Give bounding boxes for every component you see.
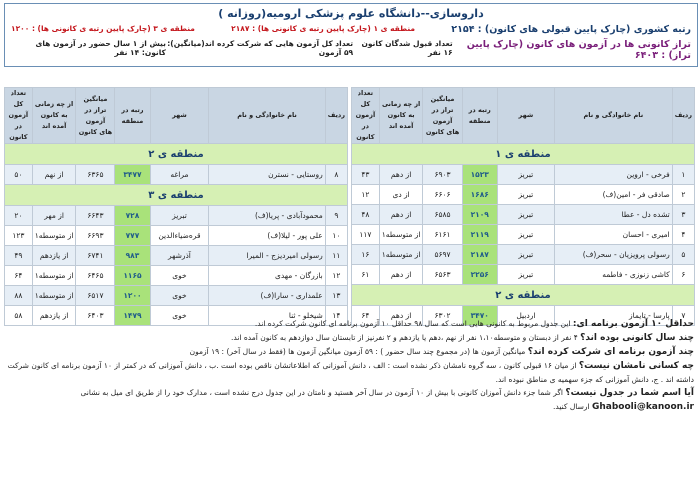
over-year-count: بیش از ۱ سال حضور در آزمون های کانون: ۱۴ نفر — [35, 39, 166, 57]
note-text: ۴ نفر از دبستان و متوسطه۱،۱۰ نفر از نهم ،دهم یا یازدهم و ۲ نفرنیز از تابستان سال دوازدهم به کانون آمده اند. — [231, 333, 581, 342]
cell-rank: ۱۲۰۰ — [115, 286, 150, 306]
cell-rank: ۳۴۷۰ — [462, 306, 497, 326]
col-city: شهر — [497, 88, 554, 144]
region-label: منطقه ی ۲ — [352, 285, 695, 306]
cell-score: ۶۶۰۶ — [423, 185, 462, 205]
cell-row: ۸ — [325, 165, 347, 185]
cell-score: ۶۵۸۵ — [423, 205, 462, 225]
cell-count: ۶۴ — [5, 266, 33, 286]
table-row — [352, 225, 695, 245]
cell-city: مراغه — [150, 165, 209, 185]
cell-name: رسولی امیردیزج - المیرا — [209, 246, 325, 266]
cell-since: از یازدهم — [32, 306, 76, 326]
page-title: داروسازی--دانشگاه علوم پزشکی ارومیه(روزانه ) — [218, 7, 484, 20]
cell-row: ۲ — [672, 185, 694, 205]
cell-name: تشده دل - عطا — [554, 205, 672, 225]
note-text: ارسال کنید. — [553, 402, 592, 411]
table-row — [352, 265, 695, 285]
cell-name: بازرگان - مهدی — [209, 266, 325, 286]
cell-rank: ۲۱۸۷ — [462, 245, 497, 265]
cell-score: ۶۵۶۳ — [423, 265, 462, 285]
cell-city: خوی — [150, 306, 209, 326]
cell-score: ۵۶۹۷ — [423, 245, 462, 265]
cell-row: ۴ — [672, 225, 694, 245]
note-key: چه کسانی نامشان نیست؟ — [578, 361, 694, 371]
cell-score: ۶۵۱۷ — [76, 286, 115, 306]
cell-score: ۶۱۶۱ — [423, 225, 462, 245]
right-table — [351, 87, 695, 326]
kanoon-score: تراز کانونی ها در آزمون های کانون (چارک پایین تراز) : ۶۴۰۳ — [466, 39, 691, 61]
col-rank: رتبه در منطقه — [115, 88, 150, 144]
cell-count: ۵۸ — [5, 306, 33, 326]
cell-city: آذرشهر — [150, 246, 209, 266]
cell-name: علی پور - لیلا(ف) — [209, 226, 325, 246]
table-row — [352, 245, 695, 265]
note-text: از میان ۱۶ قبولی کانون ، سه گروه نامشان ذکر نشده است : الف ، دانش آموزانی که اطلاعاتشان ناقص بوده است .ب ، دانش آموزانی که در کمتر از ۱۰ آزمون برنامه ای کانون شرکت داشته اند . ج، دانش آموزانی که جزء سهمیه ی مناطق نبوده اند. — [7, 361, 694, 384]
note-key: آیا اسم شما در جدول نیست؟ — [565, 388, 694, 398]
cell-name: رسولی پرویزیان - سحر(ف) — [554, 245, 672, 265]
national-rank: رتبه کشوری (چارک پایین قبولی های کانون) : ۲۱۵۴ — [451, 24, 691, 35]
note-key: Ghabooli@kanoon.ir — [591, 402, 694, 412]
cell-row: ۹ — [325, 206, 347, 226]
cell-score: ۶۶۴۳ — [76, 206, 115, 226]
col-score: میانگین تراز در آزمون های کانون — [423, 88, 462, 144]
header-box — [4, 3, 698, 67]
region-label: منطقه ی ۳ — [5, 185, 348, 206]
note-line — [4, 345, 694, 359]
cell-since: از دی — [379, 185, 423, 205]
admitted-count: تعداد قبول شدگان کانون ۱۶ نفر — [361, 39, 453, 57]
cell-since: از یازدهم — [32, 246, 76, 266]
cell-since: از دهم — [379, 265, 423, 285]
note-text: این جدول مربوط به کانونی هایی است که سال ۹۸ حداقل ۱۰ آزمون برنامه ای کانون شرکت کرده اند. — [254, 319, 573, 328]
cell-rank: ۱۴۷۹ — [115, 306, 150, 326]
col-city: شهر — [150, 88, 209, 144]
note-text: میانگین آزمون ها (در مجموع چند سال حضور ) : ۵۹ آزمون میانگین آزمون ها (فقط در سال آخر) : ۱۹ آزمون — [189, 347, 528, 356]
cell-score: ۶۴۶۵ — [76, 266, 115, 286]
cell-row: ۶ — [672, 265, 694, 285]
table-row — [5, 206, 348, 226]
cell-row: ۱۰ — [325, 226, 347, 246]
region-header — [352, 285, 695, 306]
cell-score: ۶۷۴۱ — [76, 246, 115, 266]
cell-since: از دهم — [379, 205, 423, 225]
cell-count: ۵۰ — [5, 165, 33, 185]
cell-row: ۵ — [672, 245, 694, 265]
cell-city: تبریز — [497, 265, 554, 285]
cell-since: از متوسطه۱ — [32, 286, 76, 306]
cell-city: تبریز — [150, 206, 209, 226]
cell-rank: ۲۱۱۹ — [462, 225, 497, 245]
cell-rank: ۹۸۳ — [115, 246, 150, 266]
cell-since: از متوسطه۱ — [379, 225, 423, 245]
cell-name: محمودآبادی - پریا(ف) — [209, 206, 325, 226]
cell-city: خوی — [150, 266, 209, 286]
cell-row: ۱۴ — [325, 306, 347, 326]
cell-city: تبریز — [497, 165, 554, 185]
exams-average: تعداد کل آزمون هایی که شرکت کرده اند(میانگین): ۵۹ آزمون — [167, 39, 354, 57]
cell-since: از متوسطه۱ — [379, 245, 423, 265]
cell-count: ۱۱۷ — [352, 225, 380, 245]
cell-count: ۲۰ — [5, 206, 33, 226]
table-row — [5, 165, 348, 185]
cell-row: ۱۱ — [325, 246, 347, 266]
note-key: حداقل ۱۰ آزمون برنامه ای: — [572, 319, 694, 329]
cell-rank: ۳۴۷۷ — [115, 165, 150, 185]
cell-count: ۴۹ — [5, 246, 33, 266]
cell-score: ۶۴۰۳ — [76, 306, 115, 326]
table-row — [5, 286, 348, 306]
cell-name: امیری - احسان — [554, 225, 672, 245]
cell-name: فرخی - اروین — [554, 165, 672, 185]
table-row — [352, 205, 695, 225]
table-row — [5, 226, 348, 246]
cell-name: صادقی فر - امین(ف) — [554, 185, 672, 205]
region-header — [352, 144, 695, 165]
col-name: نام خانوادگی و نام — [209, 88, 325, 144]
cell-since: از نهم — [32, 165, 76, 185]
region-header — [5, 144, 348, 165]
note-key: چند سال کانونی بوده اند؟ — [580, 333, 694, 343]
cell-rank: ۱۱۶۵ — [115, 266, 150, 286]
cell-since: از مهر — [32, 206, 76, 226]
region-header — [5, 185, 348, 206]
cell-city: تبریز — [497, 225, 554, 245]
col-count: تعداد کل آزمون در کانون — [5, 88, 33, 144]
cell-count: ۴۸ — [352, 205, 380, 225]
cell-row: ۱۲ — [325, 266, 347, 286]
col-name: نام خانوادگی و نام — [554, 88, 672, 144]
col-rank: رتبه در منطقه — [462, 88, 497, 144]
cell-count: ۶۴ — [352, 306, 380, 326]
table-row — [5, 266, 348, 286]
cell-count: ۸۸ — [5, 286, 33, 306]
table-row — [352, 185, 695, 205]
note-line — [4, 331, 694, 345]
cell-since: از متوسطه۱ — [32, 226, 76, 246]
cell-rank: ۲۲۵۶ — [462, 265, 497, 285]
col-row: ردیف — [325, 88, 347, 144]
cell-rank: ۷۲۸ — [115, 206, 150, 226]
cell-city: اردبیل — [497, 306, 554, 326]
region-label: منطقه ی ۱ — [352, 144, 695, 165]
cell-count: ۱۲۳ — [5, 226, 33, 246]
note-text: اگر شما جزء دانش آموزان کانونی با بیش از ۱۰ آزمون در سال آخر هستید و نامتان در این جدول درج نشده است ، مدارک خود را از طریق ای میل به نشانی — [80, 388, 566, 397]
col-since: از چه زمانی به کانون آمده اند — [32, 88, 76, 144]
cell-row: ۱ — [672, 165, 694, 185]
cell-score: ۶۶۹۳ — [76, 226, 115, 246]
cell-city: تبریز — [497, 245, 554, 265]
cell-row: ۳ — [672, 205, 694, 225]
cell-name: علمداری - سارا(ف) — [209, 286, 325, 306]
cell-name: پارسا - تایماز — [554, 306, 672, 326]
cell-city: تبریز — [497, 205, 554, 225]
col-count: تعداد کل آزمون در کانون — [352, 88, 380, 144]
note-line — [4, 400, 694, 414]
cell-since: از دهم — [379, 306, 423, 326]
table-row — [352, 165, 695, 185]
cell-count: ۱۶ — [352, 245, 380, 265]
note-line — [4, 386, 694, 400]
left-table — [4, 87, 348, 326]
region-label: منطقه ی ۲ — [5, 144, 348, 165]
note-line — [4, 317, 694, 331]
cell-score: ۶۳۰۲ — [423, 306, 462, 326]
cell-rank: ۲۱۰۹ — [462, 205, 497, 225]
cell-score: ۶۳۶۵ — [76, 165, 115, 185]
cell-count: ۱۲ — [352, 185, 380, 205]
notes-section — [4, 317, 694, 414]
col-score: میانگین تراز در آزمون های کانون — [76, 88, 115, 144]
cell-name: کاشی زنوزی - فاطمه — [554, 265, 672, 285]
cell-count: ۴۳ — [352, 165, 380, 185]
cell-name: روستایی - نسترن — [209, 165, 325, 185]
cell-since: از متوسطه۱ — [32, 266, 76, 286]
cell-since: از دهم — [379, 165, 423, 185]
note-key: چند آزمون برنامه ای شرکت کرده اند؟ — [527, 347, 694, 357]
region3-rank: منطقه ی ۳ (چارک پایین رتبه ی کانونی ها) : ۱۲۰۰ — [11, 24, 195, 33]
cell-rank: ۱۵۲۳ — [462, 165, 497, 185]
cell-city: خوی — [150, 286, 209, 306]
cell-row: ۷ — [672, 306, 694, 326]
cell-count: ۶۱ — [352, 265, 380, 285]
cell-name: شیخلو - ثنا — [209, 306, 325, 326]
cell-rank: ۷۷۷ — [115, 226, 150, 246]
cell-row: ۱۳ — [325, 286, 347, 306]
region1-rank: منطقه ی ۱ (چارک پایین رتبه ی کانونی ها) : ۲۱۸۷ — [231, 24, 416, 33]
cell-city: قره‌ضیاءالدین — [150, 226, 209, 246]
cell-city: تبریز — [497, 185, 554, 205]
cell-rank: ۱۶۸۶ — [462, 185, 497, 205]
table-row — [5, 246, 348, 266]
note-line — [4, 359, 694, 386]
cell-score: ۶۹۰۳ — [423, 165, 462, 185]
col-row: ردیف — [672, 88, 694, 144]
col-since: از چه زمانی به کانون آمده اند — [379, 88, 423, 144]
